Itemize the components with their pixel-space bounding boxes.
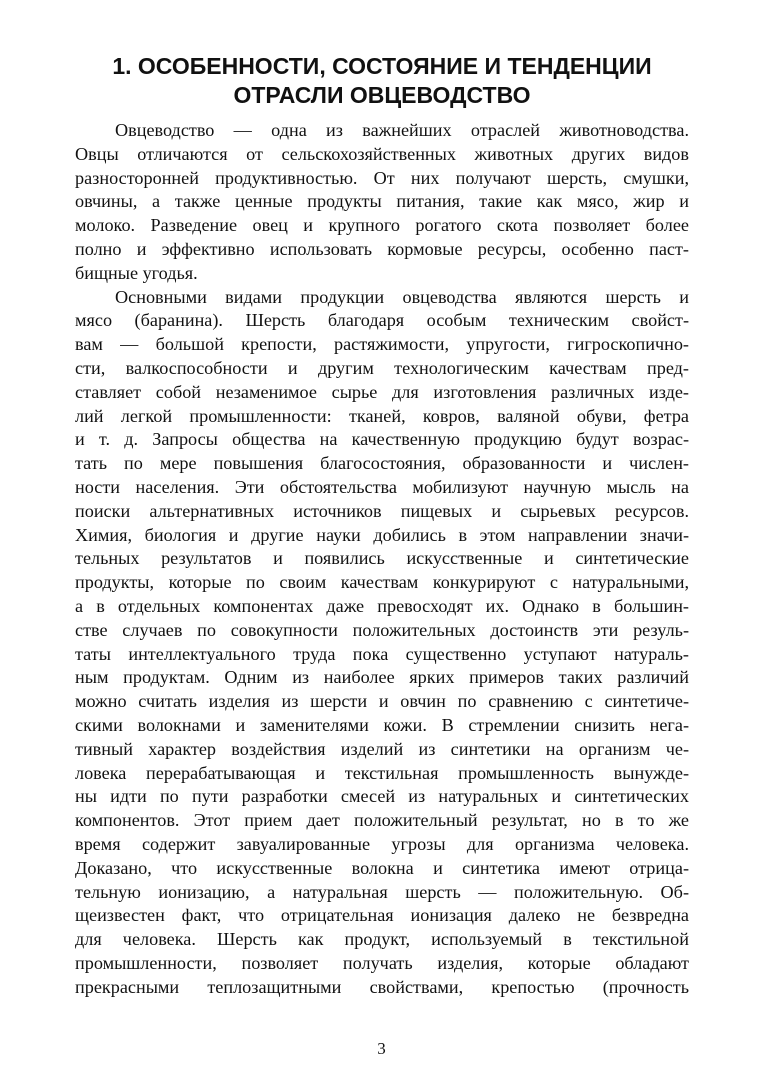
chapter-title-line-2: ОТРАСЛИ ОВЦЕВОДСТВО bbox=[233, 82, 531, 108]
text-line: разносторонней продуктивностью. От них получают шерсть, смушки, bbox=[75, 167, 689, 188]
text-line: тельную ионизацию, а натуральная шерсть — положительную. Об- bbox=[75, 881, 689, 902]
text-line: Овцеводство — одна из важнейших отраслей животноводства. bbox=[115, 120, 689, 140]
text-line: и т. д. Запросы общества на качественную продукцию будут возрас- bbox=[75, 429, 689, 450]
text-line: лий легкой промышленности: тканей, ковров, валяной обуви, фетра bbox=[75, 405, 689, 426]
text-line: овчины, а также ценные продукты питания, такие как мясо, жир и bbox=[75, 191, 689, 212]
text-line: а в отдельных компонентах даже превосходят их. Однако в большин- bbox=[75, 595, 689, 616]
text-line: молоко. Разведение овец и крупного рогатого скота позволяет более bbox=[75, 215, 689, 236]
text-line: тивный характер воздействия изделий из синтетики на организм че- bbox=[75, 738, 689, 759]
text-line: для человека. Шерсть как продукт, используемый в текстильной bbox=[75, 929, 689, 950]
text-line: полно и эффективно использовать кормовые ресурсы, особенно паст- bbox=[75, 238, 689, 259]
text-line: скими волокнами и заменителями кожи. В стремлении снизить нега- bbox=[75, 714, 689, 735]
text-line: ности населения. Эти обстоятельства мобилизуют научную мысль на bbox=[75, 476, 689, 497]
text-line: Химия, биология и другие науки добились в этом направлении значи- bbox=[75, 524, 689, 545]
text-line: время содержит завуалированные угрозы для организма человека. bbox=[75, 833, 689, 854]
text-line: сти, валкоспособности и другим технологическим качествам пред- bbox=[75, 357, 689, 378]
text-line: ным продуктам. Одним из наиболее ярких примеров таких различий bbox=[75, 667, 689, 688]
text-line: Овцы отличаются от сельскохозяйственных животных других видов bbox=[75, 143, 689, 164]
text-line: ны идти по пути разработки смесей из натуральных и синтетических bbox=[75, 786, 689, 807]
text-line: Доказано, что искусственные волокна и синтетика имеют отрица- bbox=[75, 857, 689, 878]
text-line: тать по мере повышения благосостояния, образованности и числен- bbox=[75, 453, 689, 474]
text-line: стве случаев по совокупности положительных достоинств эти резуль- bbox=[75, 619, 689, 640]
chapter-title-line-1: 1. ОСОБЕННОСТИ, СОСТОЯНИЕ И ТЕНДЕНЦИИ bbox=[112, 53, 652, 79]
text-line: поиски альтернативных источников пищевых и сырьевых ресурсов. bbox=[75, 500, 689, 521]
text-line: вам — большой крепости, растяжимости, упругости, гигроскопично- bbox=[75, 334, 689, 355]
text-line: таты интеллектуального труда пока существенно уступают натураль- bbox=[75, 643, 689, 664]
paragraph-1 bbox=[75, 119, 689, 286]
text-line: тельных результатов и появились искусственные и синтетические bbox=[75, 548, 689, 569]
text-line: можно считать изделия из шерсти и овчин по сравнению с синтетиче- bbox=[75, 691, 689, 712]
page-number: 3 bbox=[377, 1039, 386, 1058]
text-line: мясо (баранина). Шерсть благодаря особым техническим свойст- bbox=[75, 310, 689, 331]
text-line: бищные угодья. bbox=[75, 262, 198, 283]
text-line: щеизвестен факт, что отрицательная ионизация далеко не безвредна bbox=[75, 905, 689, 926]
page-content bbox=[75, 52, 689, 999]
chapter-title bbox=[75, 52, 689, 110]
text-line: компонентов. Этот прием дает положительный результат, но в то же bbox=[75, 810, 689, 831]
text-line: продукты, которые по своим качествам конкурируют с натуральными, bbox=[75, 572, 689, 593]
text-line: промышленности, позволяет получать изделия, которые обладают bbox=[75, 952, 689, 973]
paragraph-2 bbox=[75, 286, 689, 1000]
text-line: ловека перерабатывающая и текстильная промышленность вынужде- bbox=[75, 762, 689, 783]
text-line: ставляет собой незаменимое сырье для изготовления различных изде- bbox=[75, 381, 689, 402]
text-line: Основными видами продукции овцеводства являются шерсть и bbox=[115, 286, 689, 307]
text-line: прекрасными теплозащитными свойствами, крепостью (прочность bbox=[75, 976, 689, 997]
